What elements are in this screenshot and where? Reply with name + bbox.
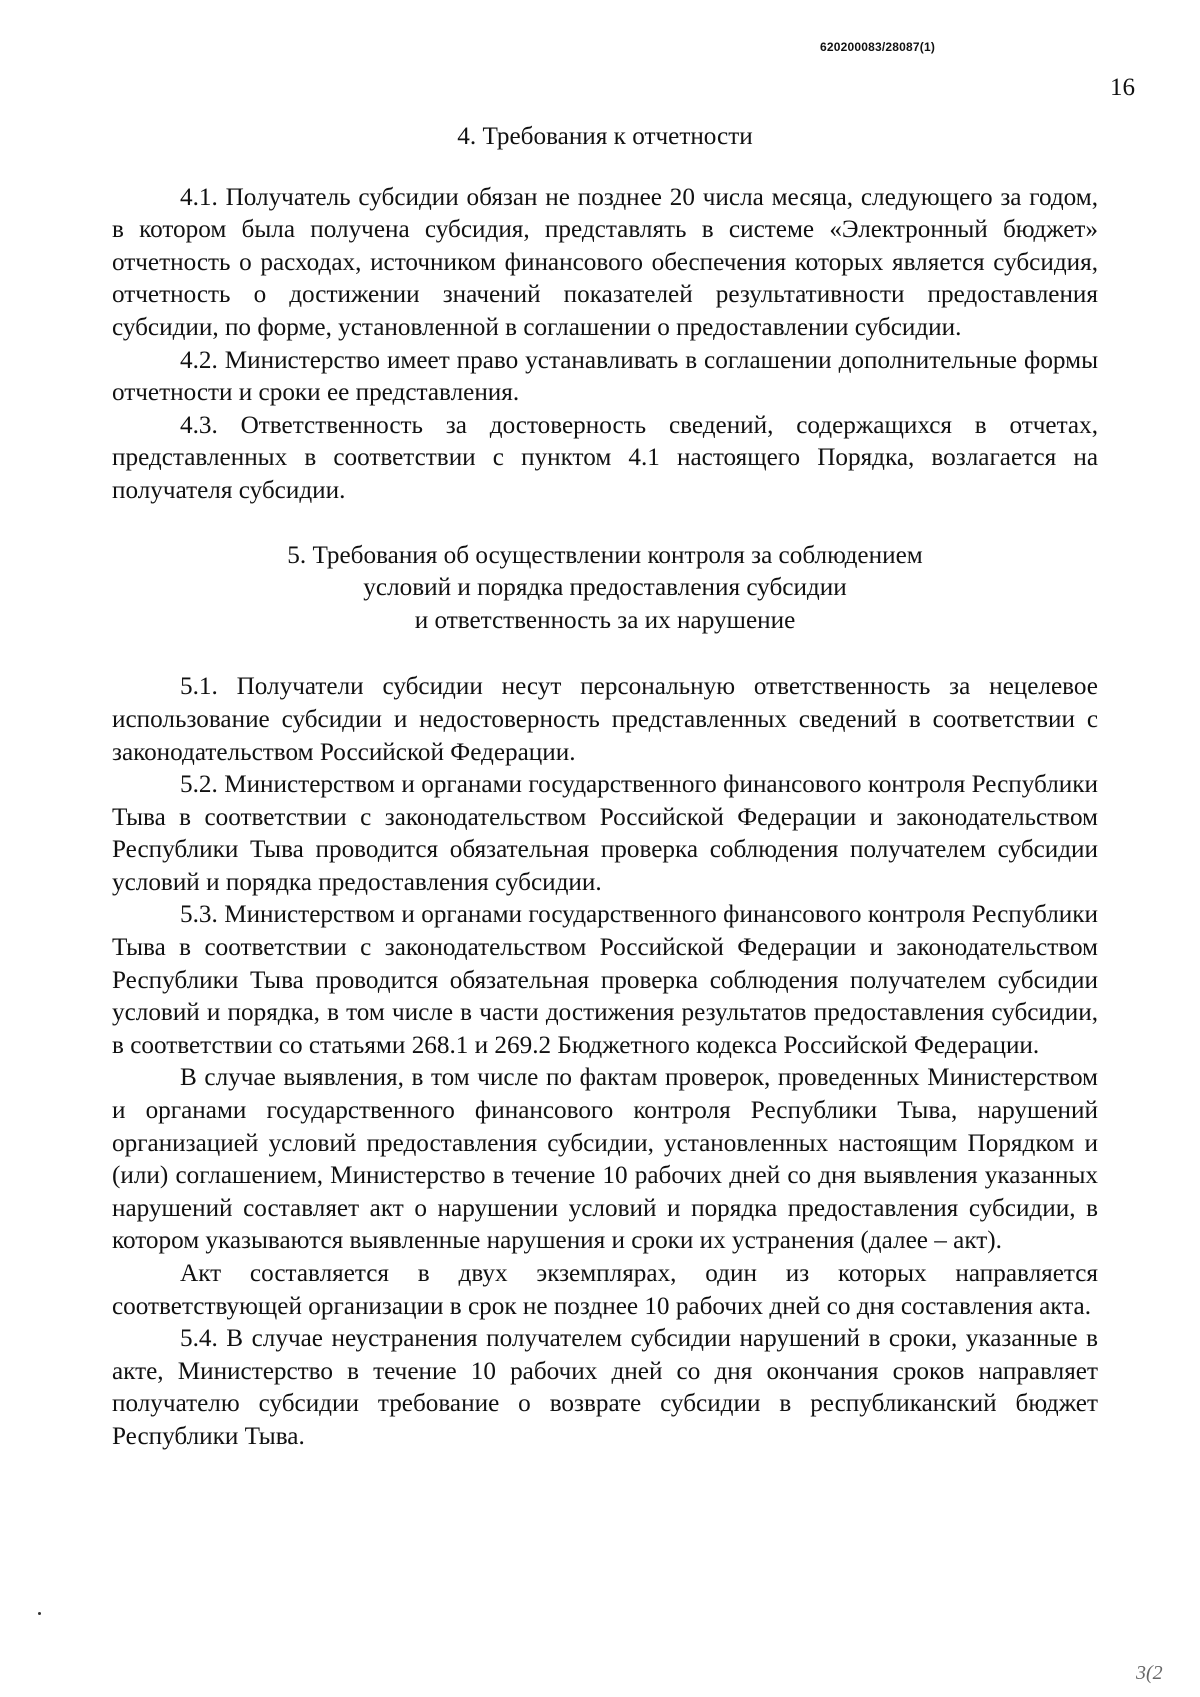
paragraph-4-2: 4.2. Министерство имеет право устанавливать в соглашении дополнительные формы отчетности и сроки ее представления.	[112, 346, 1098, 407]
section-5-title-line: условий и порядка предоставления субсидии	[363, 574, 847, 602]
paragraph-5-1: 5.1. Получатели субсидии несут персональную ответственность за нецелевое использование субсидии и недостоверность представленных сведений в соответствии с законодательством Российской Федерации.	[112, 673, 1098, 766]
paragraph-5-3-act: Акт составляется в двух экземплярах, один из которых направляется соответствующей организации в срок не позднее 10 рабочих дней со дня составления акта.	[112, 1260, 1098, 1320]
paragraph-5-2: 5.2. Министерством и органами государственного финансового контроля Республики Тыва в соответствии с законодательством Российской Федерации и законодательством Республики Тыва проводится обязательная проверка соблюдения получателем субсидии условий и порядка предоставления субсидии.	[112, 771, 1098, 896]
paragraph-5-4: 5.4. В случае неустранения получателем субсидии нарушений в сроки, указанные в акте, Министерство в течение 10 рабочих дней со дня окончания сроков направляет получателю субсидии требование о возврате субсидии в республиканский бюджет Республики Тыва.	[112, 1325, 1098, 1450]
paragraph-5-3-violations: В случае выявления, в том числе по фактам проверок, проведенных Министерством и органами государственного финансового контроля Республики Тыва, нарушений организацией условий предоставления субсидии, установленных настоящим Порядком и (или) соглашением, Министерство в течение 10 рабочих дней со дня выявления указанных нарушений составляет акт о нарушении условий и порядка предоставления субсидии, в котором указываются выявленные нарушения и сроки их устранения (далее – акт).	[112, 1064, 1098, 1255]
page-number: 16	[1110, 74, 1135, 101]
paragraph-5-3: 5.3. Министерством и органами государственного финансового контроля Республики Тыва в соответствии с законодательством Российской Федерации и законодательством Республики Тыва проводится обязательная проверка соблюдения получателем субсидии условий и порядка, в том числе в части достижения результатов предоставления субсидии, в соответствии со статьями 268.1 и 269.2 Бюджетного кодекса Российской Федерации.	[112, 901, 1098, 1059]
paragraph-4-1: 4.1. Получатель субсидии обязан не позднее 20 числа месяца, следующего за годом, в котором была получена субсидия, представлять в системе «Электронный бюджет» отчетность о расходах, источником финансового обеспечения которых является субсидия, отчетность о достижении значений показателей результативности предоставления субсидии, по форме, установленной в соглашении о предоставлении субсидии.	[112, 183, 1098, 341]
section-4-title: 4. Требования к отчетности	[457, 123, 753, 150]
section-5-title-line: и ответственность за их нарушение	[414, 606, 796, 634]
scan-dot-mark	[38, 1612, 41, 1615]
paragraph-4-3: 4.3. Ответственность за достоверность сведений, содержащихся в отчетах, представленных в соответствии с пунктом 4.1 настоящего Порядка, возлагается на получателя субсидии.	[112, 411, 1098, 504]
document-body	[112, 121, 1098, 1454]
section-5-title	[112, 540, 1098, 638]
handwritten-page-mark: 3(2	[1136, 1662, 1163, 1684]
section-5-title-line: 5. Требования об осуществлении контроля за соблюдением	[287, 541, 923, 569]
document-code: 620200083/28087(1)	[820, 40, 936, 54]
